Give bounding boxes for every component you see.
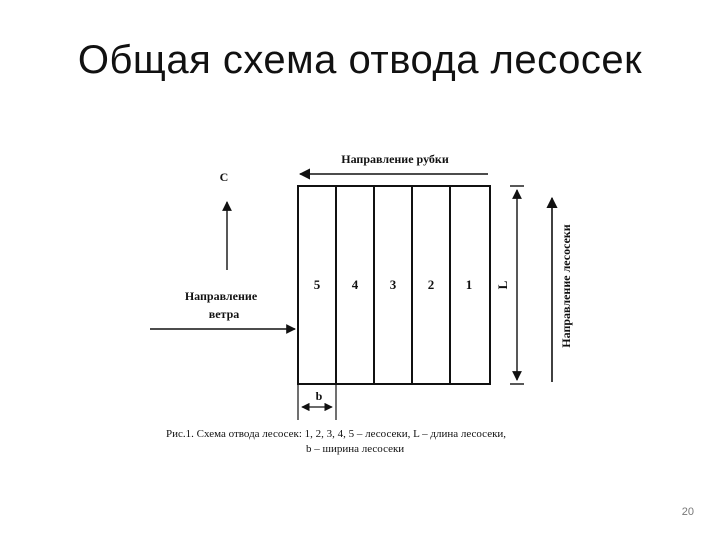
- wind-label-line2: ветра: [208, 307, 240, 321]
- strip-number: 3: [389, 277, 397, 292]
- page-number: 20: [681, 506, 694, 518]
- strip-number: 4: [351, 277, 359, 292]
- slide-title: Общая схема отвода лесосек: [77, 38, 643, 82]
- width-label: b: [315, 389, 323, 403]
- strip-direction-label: Направление лесосеки: [559, 224, 573, 348]
- cutting-direction-label: Направление рубки: [341, 152, 449, 166]
- figure-caption-line1: Рис.1. Схема отвода лесосек: 1, 2, 3, 4, 5 – лесосеки, L – длина лесосеки,: [166, 428, 507, 440]
- length-label: L: [495, 280, 510, 290]
- strip-number: 2: [427, 277, 435, 292]
- length-dimension: [510, 186, 524, 384]
- figure-caption-line2: b – ширина лесосеки: [306, 443, 405, 455]
- north-label: С: [219, 170, 229, 184]
- wind-label-line1: Направление: [184, 289, 258, 303]
- strip-number: 5: [313, 277, 321, 292]
- strip-number: 1: [465, 277, 473, 292]
